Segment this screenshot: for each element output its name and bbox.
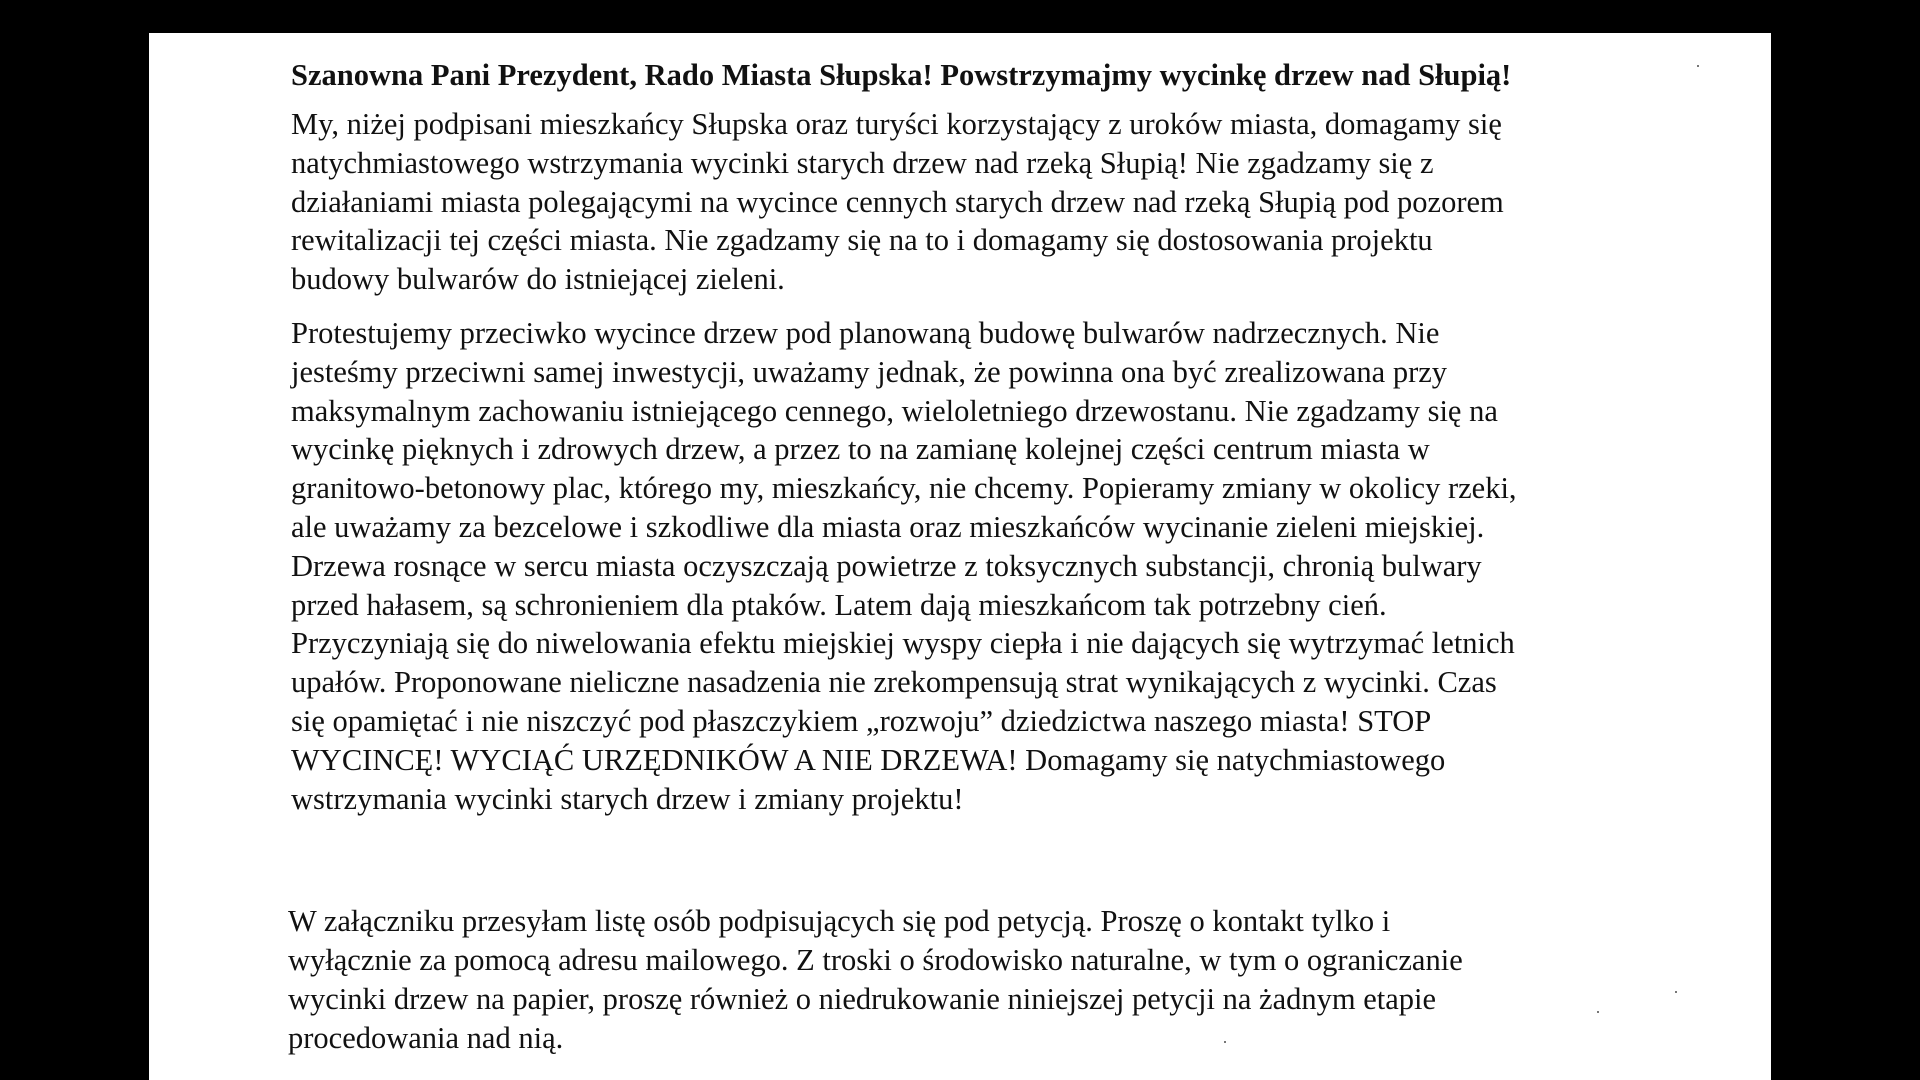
text-line: działaniami miasta polegającymi na wycince cennych starych drzew nad rzeką Słupią pod pozorem	[291, 184, 1504, 219]
paragraph-2	[291, 314, 1651, 818]
document-page	[149, 33, 1771, 1080]
scan-speck	[1675, 991, 1677, 993]
text-line: rewitalizacji tej części miasta. Nie zgadzamy się na to i domagamy się dostosowania projektu	[291, 223, 1433, 258]
text-line: My, niżej podpisani mieszkańcy Słupska oraz turyści korzystający z uroków miasta, domagamy się	[291, 107, 1502, 141]
text-line: upałów. Proponowane nieliczne nasadzenia nie zrekompensują strat wynikających z wycinki. Czas	[291, 665, 1497, 700]
text-line: się opamiętać i nie niszczyć pod płaszczykiem „rozwoju” dziedzictwa naszego miasta! STOP	[291, 703, 1432, 738]
text-line: wyłącznie za pomocą adresu mailowego. Z troski o środowisko naturalne, w tym o ograniczanie	[288, 943, 1463, 978]
text-line: wstrzymania wycinki starych drzew i zmiany projektu!	[291, 781, 964, 816]
text-line: W załączniku przesyłam listę osób podpisujących się pod petycją. Proszę o kontakt tylko i	[288, 904, 1391, 939]
text-line: ale uważamy za bezcelowe i szkodliwe dla miasta oraz mieszkańców wycinanie zieleni miejskiej.	[291, 509, 1485, 544]
text-line: Drzewa rosnące w sercu miasta oczyszczają powietrze z toksycznych substancji, chronią bulwary	[291, 548, 1482, 583]
paragraph-1	[291, 105, 1651, 299]
document-body	[288, 55, 1651, 1058]
text-line: Przyczyniają się do niwelowania efektu miejskiej wyspy ciepła i nie dających się wytrzymać letnich	[291, 626, 1515, 661]
text-line: przed hałasem, są schronieniem dla ptaków. Latem dają mieszkańcom tak potrzebny cień.	[291, 587, 1387, 622]
text-line: granitowo-betonowy plac, którego my, mieszkańcy, nie chcemy. Popieramy zmiany w okolicy rzeki,	[291, 471, 1517, 506]
paragraph-3	[288, 902, 1651, 1057]
scan-speck	[1697, 65, 1699, 67]
text-line: natychmiastowego wstrzymania wycinki starych drzew nad rzeką Słupią! Nie zgadzamy się z	[291, 145, 1434, 180]
text-line: Protestujemy przeciwko wycince drzew pod planowaną budowę bulwarów nadrzecznych. Nie	[291, 315, 1440, 350]
text-line: wycinkę pięknych i zdrowych drzew, a przez to na zamianę kolejnej części centrum miasta w	[291, 432, 1430, 467]
text-line: budowy bulwarów do istniejącej zieleni.	[291, 262, 785, 297]
document-title: Szanowna Pani Prezydent, Rado Miasta Słupska! Powstrzymajmy wycinkę drzew nad Słupią!	[291, 58, 1512, 92]
text-line: wycinki drzew na papier, proszę również o niedrukowanie niniejszej petycji na żadnym etapie	[288, 981, 1437, 1016]
text-line: procedowania nad nią.	[288, 1020, 564, 1055]
text-line: jesteśmy przeciwni samej inwestycji, uważamy jednak, że powinna ona być zrealizowana przy	[291, 354, 1448, 389]
text-line: maksymalnym zachowaniu istniejącego cennego, wieloletniego drzewostanu. Nie zgadzamy się na	[291, 393, 1498, 428]
text-line: WYCINCĘ! WYCIĄĆ URZĘDNIKÓW A NIE DRZEWA! Domagamy się natychmiastowego	[291, 742, 1446, 777]
